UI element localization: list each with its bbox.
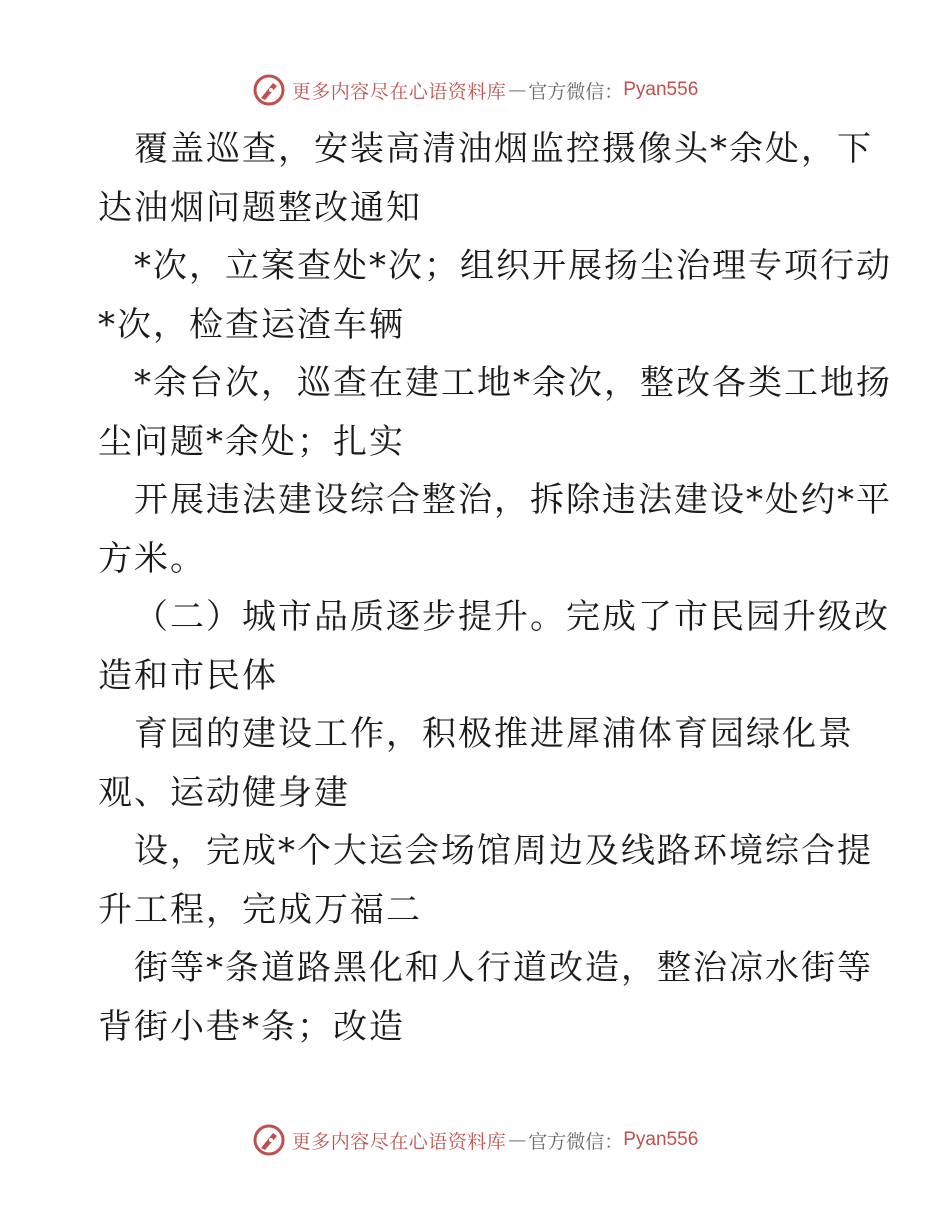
footer-watermark (0, 1120, 950, 1160)
body-line: 造和市民体 (98, 655, 278, 696)
watermark-dash: — (508, 79, 527, 101)
body-line: *次，立案查处*次；组织开展扬尘治理专项行动 (134, 246, 892, 286)
body-line: 升工程，完成万福二 (98, 889, 422, 930)
body-line: （二）城市品质逐步提升。完成了市民园升级改 (134, 597, 890, 637)
pen-nib-circle-icon (252, 1123, 286, 1157)
body-line: 尘问题*余处；扎实 (98, 421, 405, 462)
watermark-label: 官方微信： (528, 1130, 624, 1153)
watermark-label: 官方微信： (528, 80, 624, 103)
body-line: *余台次，巡查在建工地*余次，整改各类工地扬 (134, 363, 892, 403)
pen-nib-circle-icon (252, 73, 286, 107)
body-line: 达油烟问题整改通知 (98, 187, 422, 228)
body-line: 街等*条道路黑化和人行道改造，整治凉水街等 (134, 948, 873, 988)
watermark-dash: — (508, 1129, 527, 1151)
body-line: 开展违法建设综合整治，拆除违法建设*处约*平 (134, 480, 892, 520)
body-line: 设，完成*个大运会场馆周边及线路环境综合提 (134, 831, 873, 871)
body-line: 育园的建设工作，积极推进犀浦体育园绿化景 (134, 714, 854, 754)
body-line: *次，检查运渣车辆 (98, 304, 405, 345)
header-watermark (0, 70, 950, 110)
watermark-text: 更多内容尽在心语资料库 (291, 1130, 507, 1153)
watermark-id: Pyan556 (623, 1129, 699, 1150)
watermark-id: Pyan556 (623, 79, 699, 100)
document-body (98, 120, 892, 1056)
body-line: 方米。 (98, 538, 206, 579)
body-line: 覆盖巡查，安装高清油烟监控摄像头*余处，下 (134, 129, 873, 169)
body-line: 观、运动健身建 (98, 772, 350, 813)
body-line: 背街小巷*条；改造 (98, 1006, 405, 1047)
watermark-text: 更多内容尽在心语资料库 (291, 80, 507, 103)
